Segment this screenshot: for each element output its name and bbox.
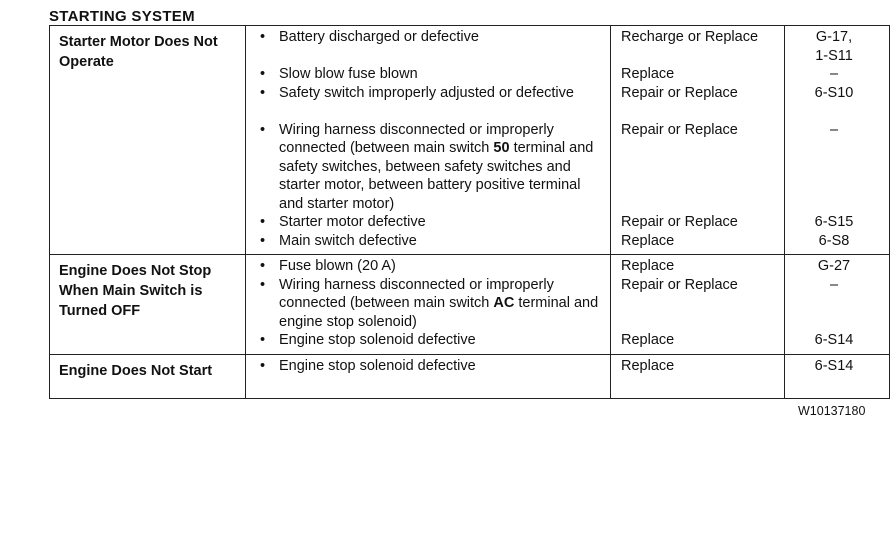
troubleshooting-table — [49, 25, 890, 399]
cause-text: Fuse blown (20 A) — [279, 258, 396, 274]
reference-text: 6-S10 — [814, 84, 854, 101]
cause-text — [279, 121, 604, 214]
cause-item — [246, 213, 604, 232]
cause-item — [246, 84, 604, 121]
reference-cell — [785, 255, 890, 355]
reference-cell — [785, 354, 890, 398]
remedy-text: Replace — [621, 258, 675, 274]
reference-text: G-17, 1-S11 — [815, 29, 853, 64]
table-row — [50, 26, 890, 255]
cause-text: Battery discharged or defective — [279, 29, 479, 45]
cause-text-part: terminal and engine stop solenoid) — [279, 295, 599, 330]
bullet-icon: • — [259, 357, 266, 374]
bullet-icon: • — [259, 66, 266, 82]
terminal-label: AC — [493, 295, 515, 311]
cause-item — [246, 121, 604, 214]
cause-text — [279, 276, 604, 332]
reference-text: 6-S14 — [814, 357, 854, 374]
remedy-text: Repair or Replace — [621, 276, 738, 293]
remedy-text: Replace — [621, 332, 675, 348]
table-row — [50, 255, 890, 355]
cause-item — [246, 357, 604, 394]
reference-text: G-27 — [817, 258, 851, 274]
cause-text: Slow blow fuse blown — [279, 66, 418, 82]
cause-text-part: Wiring harness disconnected or improperly connected (between main switch — [279, 276, 554, 311]
remedy-text: Replace — [621, 232, 675, 249]
reference-text: – — [829, 66, 839, 82]
terminal-label: 50 — [493, 140, 510, 156]
remedy-text: Repair or Replace — [621, 84, 738, 101]
cause-text: Engine stop solenoid defective — [279, 332, 476, 348]
reference-cell — [785, 26, 890, 255]
causes-cell — [246, 354, 611, 398]
cause-text: Main switch defective — [279, 232, 417, 249]
cause-text-part: terminal and safety switches, between safety switches and starter motor, between battery positive terminal and starter motor) — [279, 140, 594, 212]
bullet-icon: • — [259, 121, 266, 138]
symptom-cell: Engine Does Not Stop When Main Switch is Turned OFF — [50, 255, 246, 355]
bullet-icon: • — [259, 214, 266, 230]
causes-cell — [246, 26, 611, 255]
bullet-icon: • — [259, 84, 266, 101]
reference-text: – — [829, 276, 839, 293]
figure-code: W10137180 — [798, 404, 866, 418]
section-title: STARTING SYSTEM — [49, 8, 195, 25]
reference-text: 6-S8 — [818, 232, 850, 249]
cause-text-part: Wiring harness disconnected or improperly connected (between main switch — [279, 121, 554, 156]
cause-item — [246, 232, 604, 251]
bullet-icon: • — [259, 258, 266, 274]
cause-item — [246, 276, 604, 332]
remedy-text: Replace — [621, 357, 675, 374]
cause-item — [246, 257, 604, 276]
remedy-cell — [611, 354, 785, 398]
bullet-icon: • — [259, 276, 266, 293]
cause-item — [246, 331, 604, 350]
remedy-cell — [611, 255, 785, 355]
cause-item — [246, 65, 604, 84]
symptom-cell: Engine Does Not Start — [50, 354, 246, 398]
remedy-text: Repair or Replace — [621, 214, 738, 230]
reference-text: 6-S15 — [814, 214, 854, 230]
cause-text: Safety switch improperly adjusted or defective — [279, 84, 574, 101]
reference-text: 6-S14 — [814, 332, 854, 348]
cause-text: Engine stop solenoid defective — [279, 357, 476, 374]
remedy-text: Replace — [621, 66, 675, 82]
table-row — [50, 354, 890, 398]
symptom-cell: Starter Motor Does Not Operate — [50, 26, 246, 255]
causes-cell — [246, 255, 611, 355]
remedy-text: Repair or Replace — [621, 121, 738, 138]
bullet-icon: • — [259, 29, 266, 45]
cause-item — [246, 28, 604, 65]
reference-text: – — [829, 121, 839, 138]
cause-text: Starter motor defective — [279, 214, 426, 230]
bullet-icon: • — [259, 332, 266, 348]
remedy-text: Recharge or Replace — [621, 29, 759, 45]
bullet-icon: • — [259, 232, 266, 249]
remedy-cell — [611, 26, 785, 255]
